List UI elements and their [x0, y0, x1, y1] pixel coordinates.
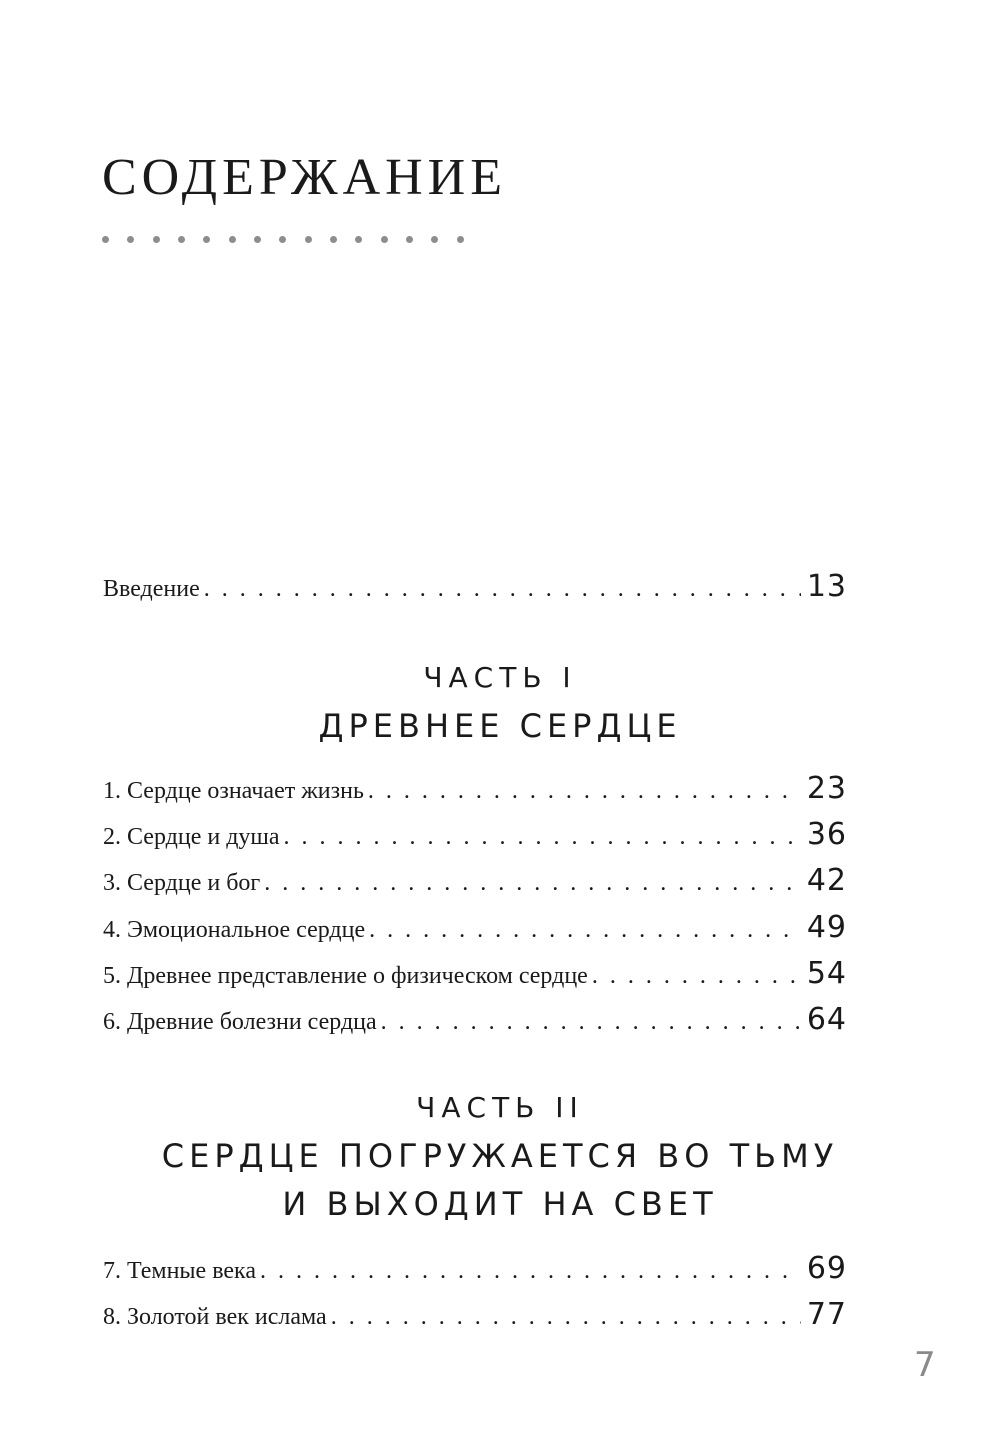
toc-entry-page: 13	[806, 569, 847, 604]
toc-entry-label: 8. Золотой век ислама	[103, 1304, 327, 1330]
toc-entry-chapter[interactable]	[103, 771, 847, 806]
part-title: ДРЕВНЕЕ СЕРДЦЕ	[318, 707, 682, 745]
toc-entry-chapter[interactable]	[103, 1297, 847, 1332]
toc-entry-chapter[interactable]	[103, 910, 847, 945]
part-number: ЧАСТЬ II	[416, 1091, 584, 1124]
toc-entry-label: 1. Сердце означает жизнь	[103, 778, 364, 804]
toc-entry-chapter[interactable]	[103, 956, 847, 991]
dot-leader	[260, 1256, 801, 1286]
toc-entry-page: 36	[806, 817, 847, 852]
dot-leader	[369, 915, 801, 945]
page-title: СОДЕРЖАНИЕ	[102, 149, 507, 206]
toc-entry-label: Введение	[103, 576, 200, 602]
part-title-continued: И ВЫХОДИТ НА СВЕТ	[282, 1185, 718, 1223]
toc-entry-label: 3. Сердце и бог	[103, 870, 261, 896]
toc-entry-page: 42	[806, 863, 847, 898]
dot-leader	[331, 1302, 801, 1332]
toc-entry-page: 69	[806, 1251, 847, 1286]
toc-entry-page: 77	[806, 1297, 847, 1332]
part-number: ЧАСТЬ I	[423, 661, 577, 694]
toc-entry-introduction[interactable]	[103, 569, 847, 604]
toc-entry-label: 2. Сердце и душа	[103, 824, 280, 850]
dot-leader	[264, 868, 801, 898]
toc-entry-chapter[interactable]	[103, 1002, 847, 1037]
dot-leader	[284, 822, 801, 852]
toc-entry-chapter[interactable]	[103, 863, 847, 898]
toc-entry-page: 23	[806, 771, 847, 806]
toc-entry-page: 49	[806, 910, 847, 945]
toc-entry-label: 4. Эмоциональное сердце	[103, 917, 366, 943]
title-dot-divider	[102, 234, 464, 244]
toc-entry-label: 5. Древнее представление о физическом сердце	[103, 963, 588, 989]
part-title: СЕРДЦЕ ПОГРУЖАЕТСЯ ВО ТЬМУ	[161, 1137, 839, 1175]
toc-entry-chapter[interactable]	[103, 817, 847, 852]
dot-leader	[592, 961, 801, 991]
dot-leader	[368, 776, 801, 806]
toc-entry-page: 64	[806, 1002, 847, 1037]
toc-entry-label: 6. Древние болезни сердца	[103, 1009, 377, 1035]
toc-entry-chapter[interactable]	[103, 1251, 847, 1286]
page-number: 7	[914, 1345, 936, 1385]
dot-leader	[381, 1007, 801, 1037]
toc-entry-label: 7. Темные века	[103, 1258, 256, 1284]
dot-leader	[204, 574, 801, 604]
toc-entry-page: 54	[806, 956, 847, 991]
